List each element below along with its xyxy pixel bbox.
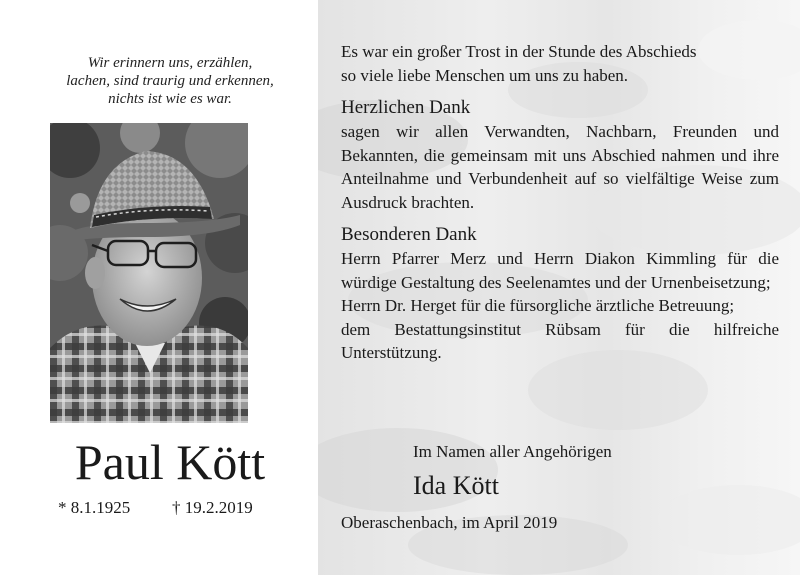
- left-panel: [0, 0, 318, 575]
- memorial-quote: [20, 54, 320, 108]
- thanks-text: [341, 40, 779, 365]
- portrait-photo: [50, 123, 248, 423]
- quote-line: Wir erinnern uns, erzählen,: [87, 55, 253, 71]
- quote-line: lachen, sind traurig und erkennen,: [66, 73, 274, 89]
- signature-line: Im Namen aller Angehörigen: [413, 442, 612, 461]
- deceased-name: Paul Kött: [74, 434, 266, 490]
- intro-line: so viele liebe Menschen um uns zu haben.: [341, 65, 629, 85]
- place-date: Oberaschenbach, im April 2019: [341, 513, 558, 532]
- death-date: † 19.2.2019: [172, 498, 253, 517]
- special-thanks-item: Herrn Pfarrer Merz und Herrn Diakon Kimmling für die würdige Gestaltung des Seelenamtes und der Urnenbeisetzung;: [341, 249, 779, 292]
- quote-line: nichts ist wie es war.: [108, 91, 232, 107]
- portrait-image: [50, 123, 248, 423]
- signature-block: [413, 440, 612, 503]
- thanks-paragraph: sagen wir allen Verwandten, Nachbarn, Freunden und Bekannten, die gemeinsam mit uns Abschied nahmen und ihre Anteilnahme und Verbundenheit auf so vielfältige Weise zum Ausdruck brachten.: [341, 122, 779, 212]
- special-thanks-item: Herrn Dr. Herget für die fürsorgliche ärztliche Betreuung;: [341, 296, 735, 315]
- intro-line: Es war ein großer Trost in der Stunde des Abschieds: [341, 42, 697, 61]
- birth-date: * 8.1.1925: [58, 498, 131, 517]
- heading-besonderen-dank: Besonderen Dank: [341, 224, 477, 245]
- special-thanks-item: dem Bestattungsinstitut Rübsam für die hilfreiche Unterstützung.: [341, 319, 779, 362]
- signature-name: Ida Kött: [413, 471, 499, 500]
- intro-text: [341, 40, 779, 87]
- right-panel: [318, 0, 800, 575]
- heading-herzlichen-dank: Herzlichen Dank: [341, 97, 471, 118]
